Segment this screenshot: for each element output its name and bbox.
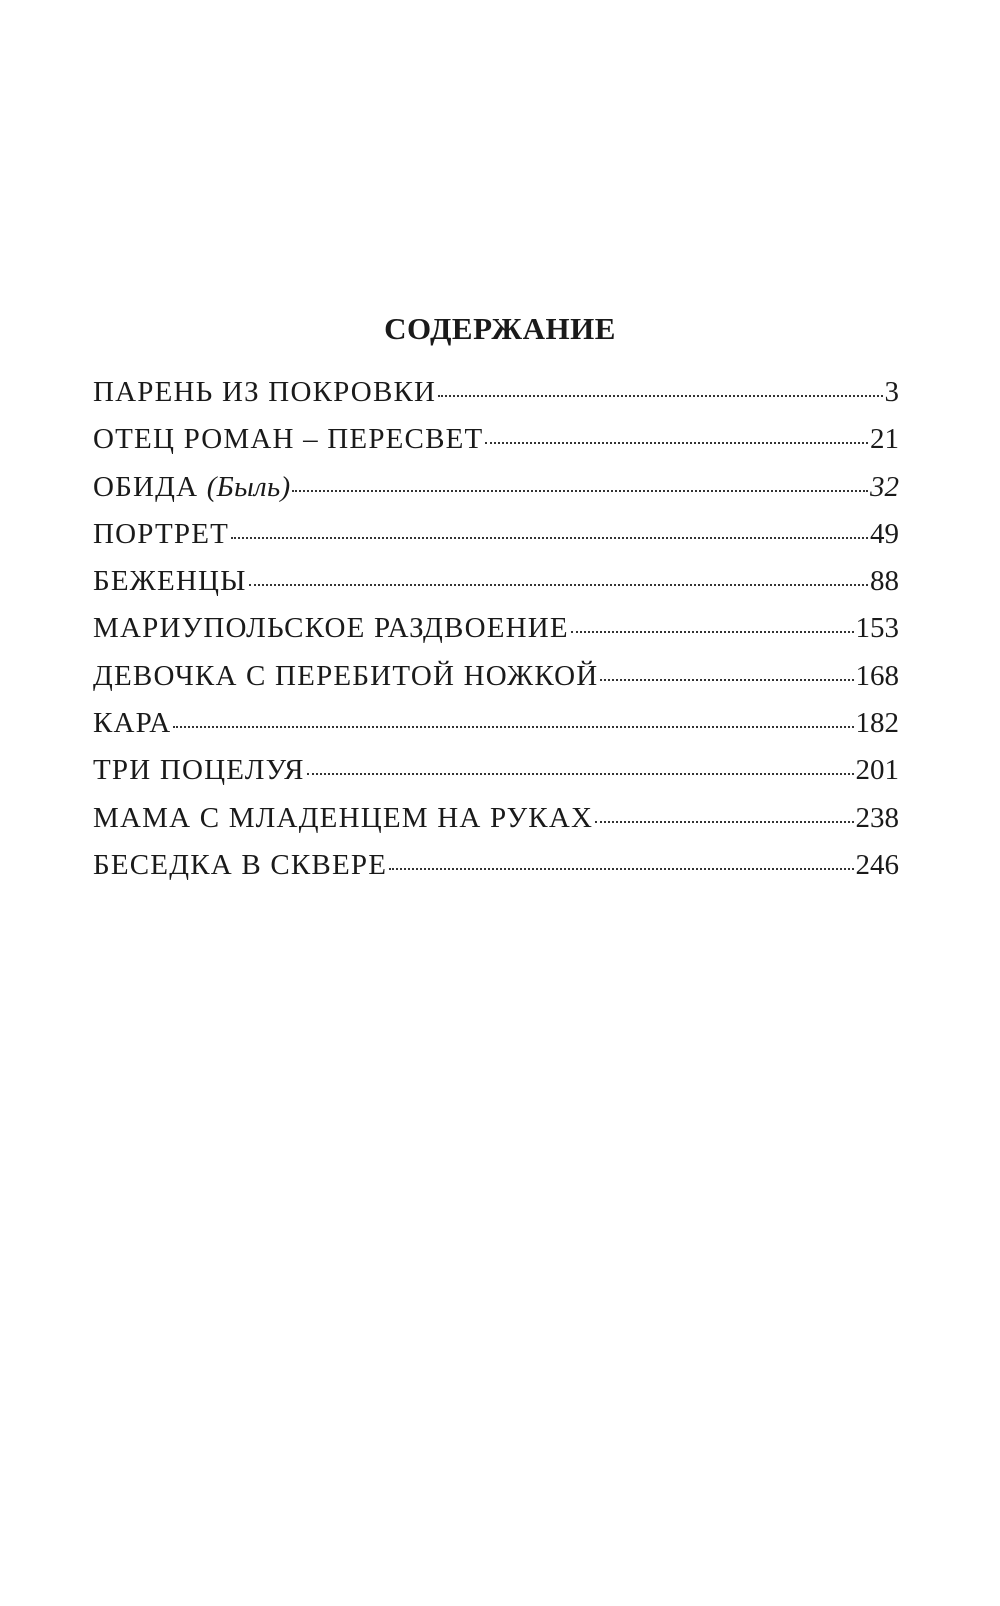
toc-entry-label: ДЕВОЧКА С ПЕРЕБИТОЙ НОЖКОЙ (93, 659, 599, 692)
toc-entry (93, 802, 899, 849)
toc-page-number: 88 (870, 565, 899, 598)
toc-entry-label: МАРИУПОЛЬСКОЕ РАЗДВОЕНИЕ (93, 612, 569, 645)
toc-entry (93, 423, 899, 470)
toc-entry-title (93, 612, 569, 645)
toc-entry-label: БЕЖЕНЦЫ (93, 565, 247, 598)
dot-leader (438, 395, 882, 397)
toc-entry-title (93, 518, 229, 551)
toc-entry-note: (Быль) (206, 470, 291, 503)
dot-leader (173, 726, 853, 728)
dot-leader (231, 537, 868, 539)
toc-entry-title (93, 376, 436, 409)
toc-entry-label: ТРИ ПОЦЕЛУЯ (93, 754, 305, 787)
toc-entry-label: БЕСЕДКА В СКВЕРЕ (93, 848, 388, 881)
toc-page-number: 182 (855, 707, 899, 740)
dot-leader (485, 442, 868, 444)
dot-leader (292, 490, 868, 492)
dot-leader (249, 584, 868, 586)
toc-entry-title (93, 471, 290, 504)
toc-entry-label: МАМА С МЛАДЕНЦЕМ НА РУКАХ (93, 801, 594, 834)
toc-page-number: 32 (870, 470, 899, 503)
toc-entry (93, 471, 899, 518)
toc-entry-title (93, 754, 305, 787)
dot-leader (595, 821, 853, 823)
toc-page-number: 153 (855, 612, 899, 645)
dot-leader (307, 773, 854, 775)
toc-entry (93, 376, 899, 423)
toc-entry-title (93, 707, 171, 740)
toc-entry-title (93, 802, 593, 835)
toc-entry (93, 849, 899, 896)
toc-page-number: 246 (855, 848, 899, 881)
toc-entry-label: ПАРЕНЬ ИЗ ПОКРОВКИ (93, 376, 437, 408)
toc-page-number: 168 (855, 659, 899, 692)
toc-entry-title (93, 423, 483, 456)
toc-entry (93, 754, 899, 801)
dot-leader (571, 631, 854, 633)
toc-entry-title (93, 660, 598, 693)
toc-entry-label: КАРА (93, 707, 172, 740)
toc-entry (93, 518, 899, 565)
dot-leader (600, 679, 853, 681)
toc-page-number: 21 (870, 423, 899, 456)
toc-entry-label: ОТЕЦ РОМАН – ПЕРЕСВЕТ (93, 423, 484, 456)
toc-page-number: 3 (884, 376, 899, 408)
toc-page-number: 238 (855, 801, 899, 834)
toc-entry-title (93, 565, 247, 598)
toc-entry-label: ПОРТРЕТ (93, 517, 230, 550)
toc-entry (93, 660, 899, 707)
toc-page-number: 49 (870, 517, 899, 550)
page-title: СОДЕРЖАНИЕ (384, 311, 616, 346)
toc-page-number: 201 (855, 754, 899, 787)
dot-leader (389, 868, 853, 870)
table-of-contents (93, 376, 899, 896)
toc-entry (93, 565, 899, 612)
toc-entry-title (93, 849, 387, 882)
toc-entry (93, 612, 899, 659)
toc-entry (93, 707, 899, 754)
toc-entry-label: ОБИДА (93, 470, 207, 503)
